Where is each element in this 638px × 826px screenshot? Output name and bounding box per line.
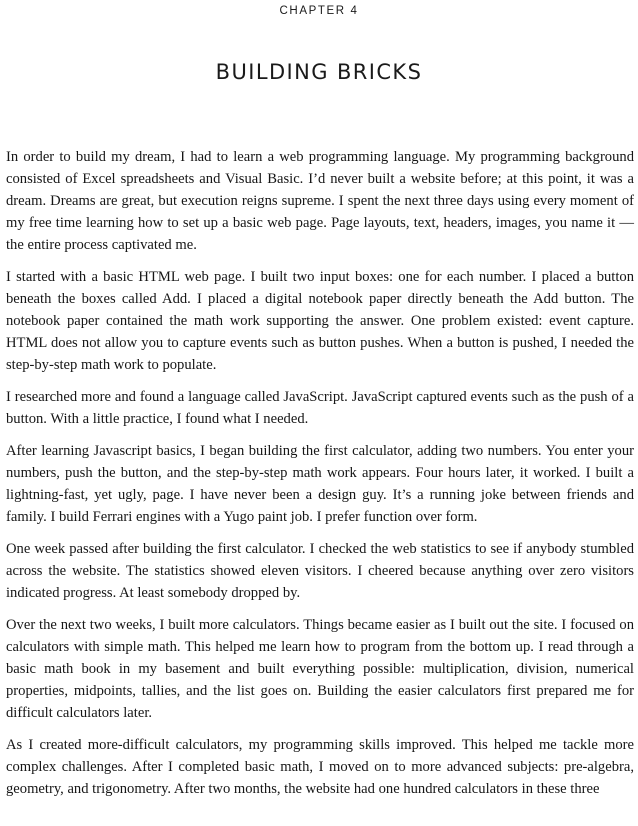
paragraph-1: In order to build my dream, I had to learn a web programming language. My programming background consisted of Excel spreadsheets and Visual Basic. I’d never built a website before; at this point, it was a dream. Dreams are great, but execution reigns supreme. I spent the next three days using every moment of my free time learning how to set up a basic web page. Page layouts, text, headers, images, you name it —the entire process captivated me.	[6, 149, 634, 253]
paragraph-4: After learning Javascript basics, I began building the first calculator, adding two numbers. You enter your numbers, push the button, and the step-by-step math work appears. Four hours later, it worked. I built a lightning-fast, yet ugly, page. I have never been a design guy. It’s a running joke between friends and family. I build Ferrari engines with a Yugo paint job. I prefer function over form.	[6, 443, 634, 525]
paragraph-5: One week passed after building the first calculator. I checked the web statistics to see if anybody stumbled across the website. The statistics showed eleven visitors. I cheered because anything over zero visitors indicated progress. At least somebody dropped by.	[6, 541, 634, 601]
chapter-label: CHAPTER 4	[279, 5, 359, 17]
paragraph-6: Over the next two weeks, I built more calculators. Things became easier as I built out the site. I focused on calculators with simple math. This helped me learn how to program from the bottom up. I read through a basic math book in my basement and built everything possible: multiplication, division, numerical properties, midpoints, tallies, and the list goes on. Building the easier calculators first prepared me for difficult calculators later.	[6, 617, 634, 721]
paragraph-2: I started with a basic HTML web page. I built two input boxes: one for each number. I placed a button beneath the boxes called Add. I placed a digital notebook paper directly beneath the Add button. The notebook paper contained the math work supporting the answer. One problem existed: event capture. HTML does not allow you to capture events such as button pushes. When a button is pushed, I needed the step-by-step math work to populate.	[6, 269, 634, 373]
paragraph-7: As I created more-difficult calculators, my programming skills improved. This helped me tackle more complex challenges. After I completed basic math, I moved on to more advanced subjects: pre-algebra, geometry, and trigonometry. After two months, the website had one hundred calculators in these three	[6, 737, 634, 797]
chapter-title: BUILDING BRICKS	[215, 60, 423, 84]
chapter-body	[6, 146, 634, 810]
paragraph-3: I researched more and found a language called JavaScript. JavaScript captured events such as the push of a button. With a little practice, I found what I needed.	[6, 389, 634, 427]
